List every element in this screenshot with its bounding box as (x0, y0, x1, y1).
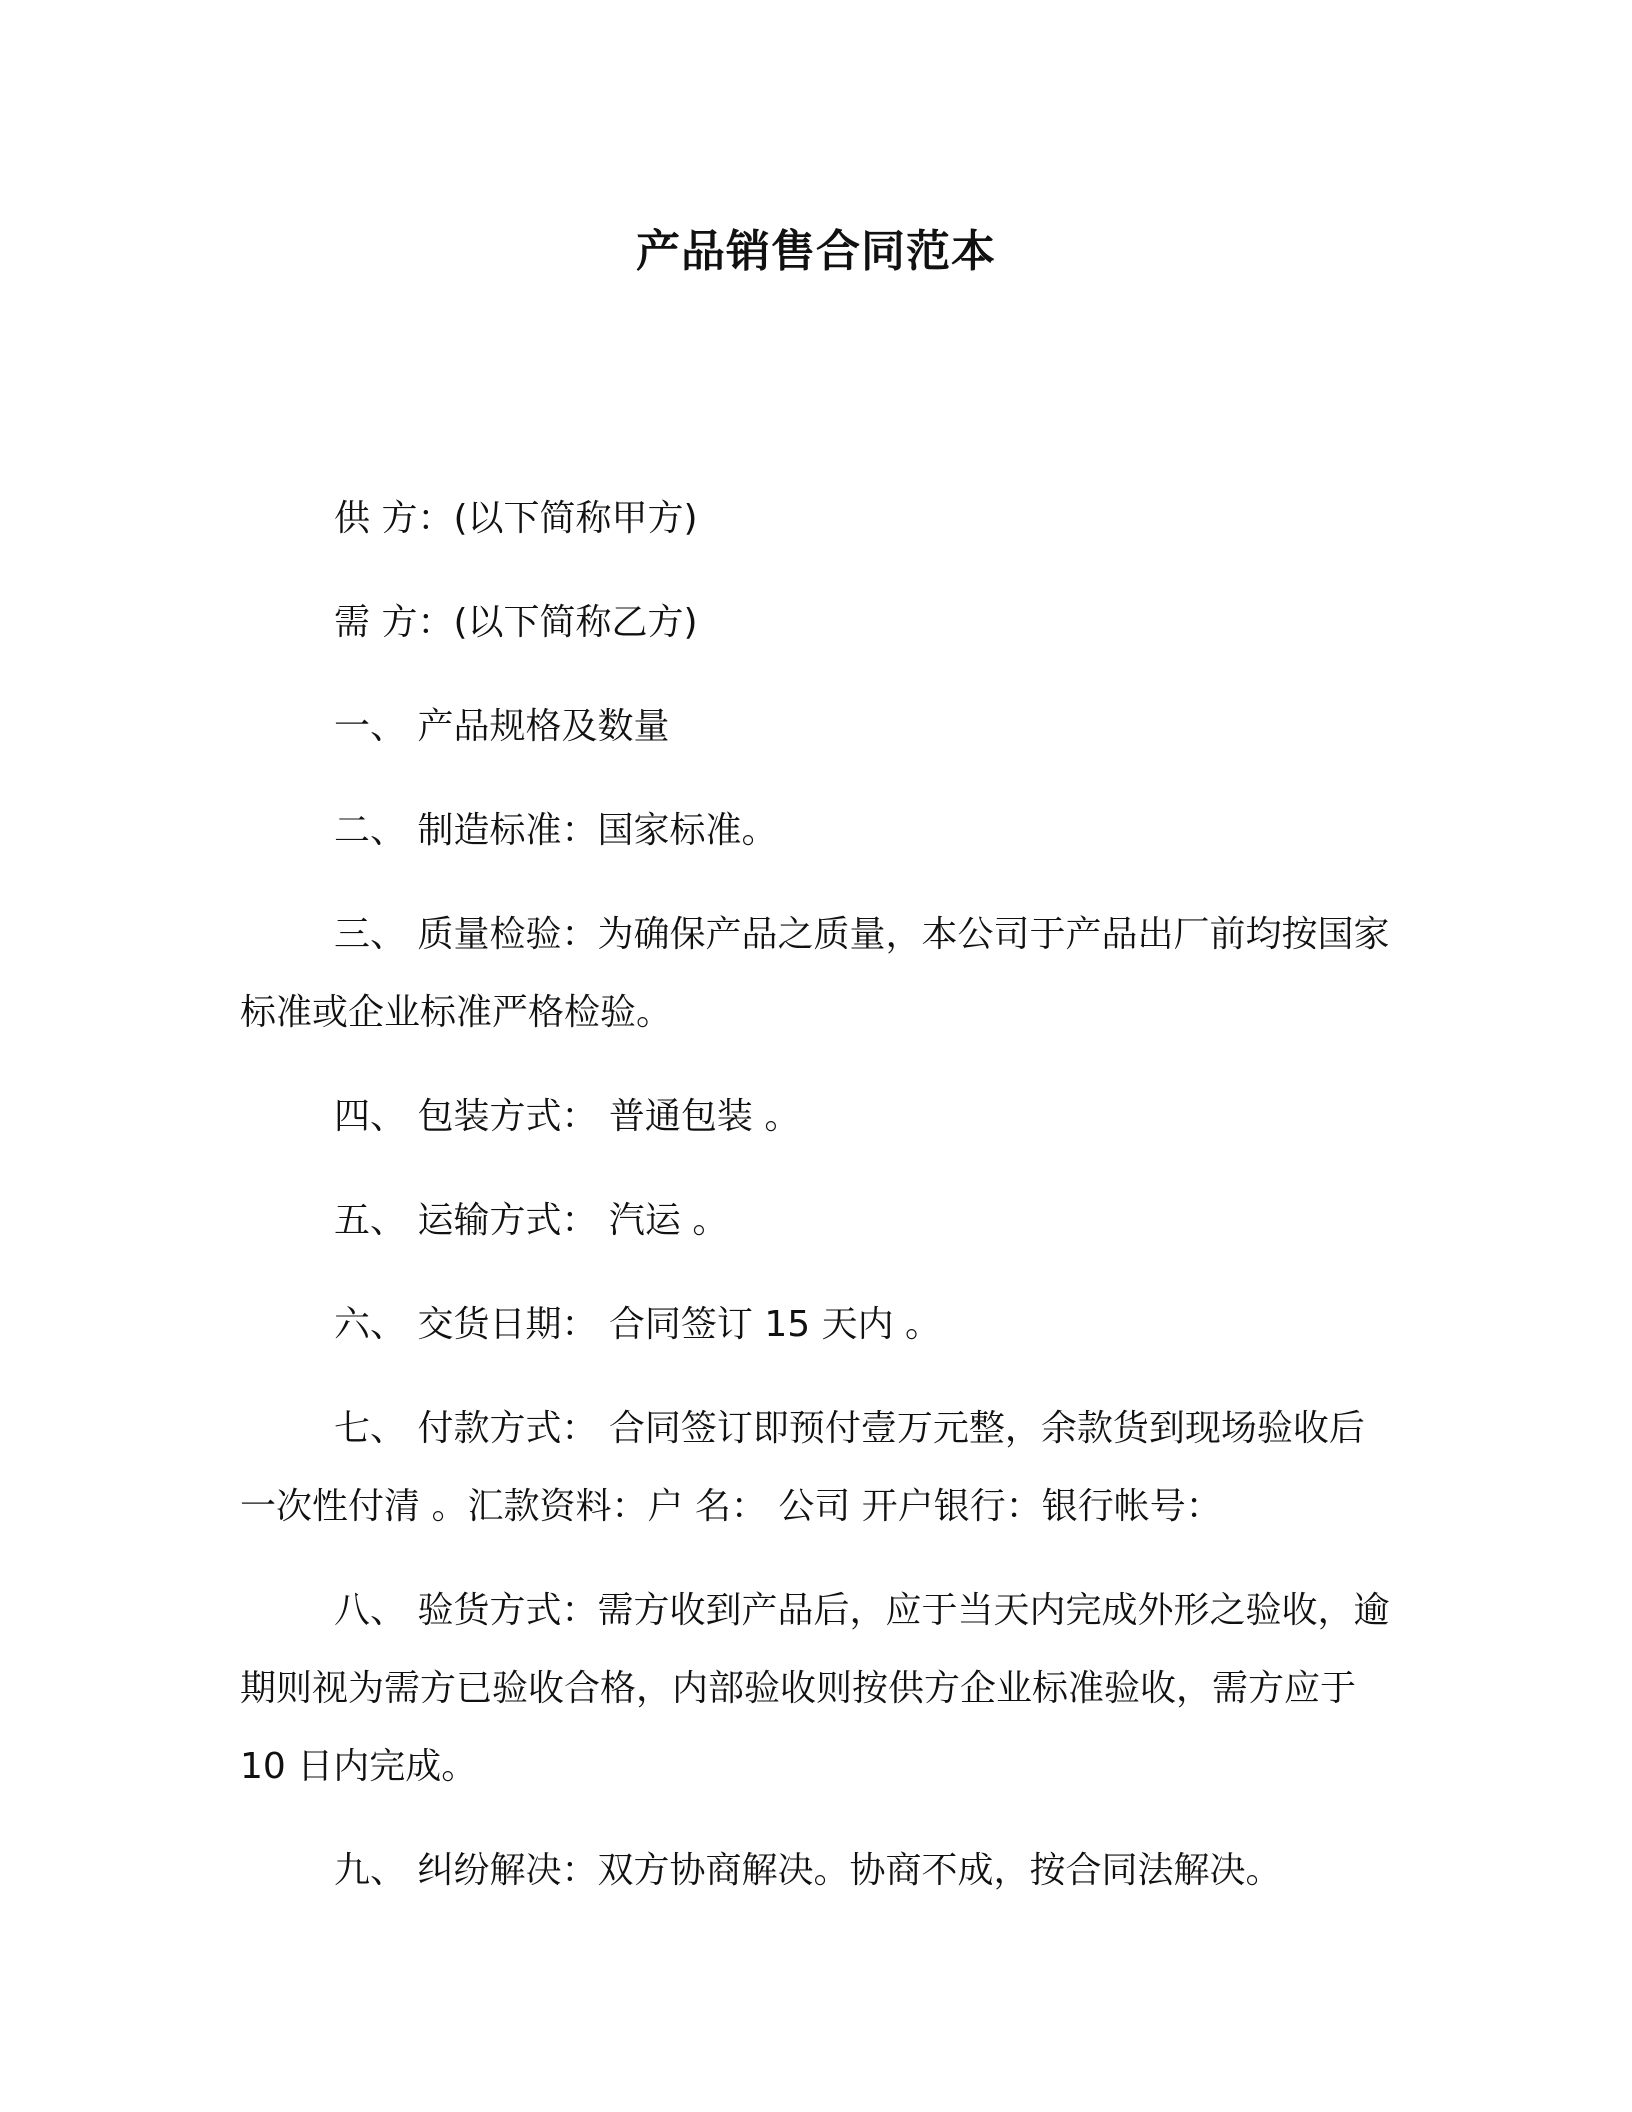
clause-8 (240, 1572, 1400, 1806)
clause-7 (240, 1390, 1400, 1546)
clause-5-text: 五、 运输方式： 汽运 。 (334, 1200, 729, 1241)
clause-2 (240, 792, 1400, 870)
clause-2-text: 二、 制造标准：国家标准。 (334, 810, 778, 851)
clause-3-text: 三、 质量检验：为确保产品之质量，本公司于产品出厂前均按国家标准或企业标准严格检验。 (240, 914, 1390, 1033)
clause-4-text: 四、 包装方式： 普通包装 。 (334, 1096, 801, 1137)
clause-1-text: 一、 产品规格及数量 (334, 706, 670, 747)
buyer-text: 需 方：(以下简称乙方) (334, 602, 698, 643)
buyer-line (240, 584, 1400, 662)
clause-9 (240, 1832, 1400, 1910)
clause-6-text: 六、 交货日期： 合同签订 15 天内 。 (334, 1304, 942, 1345)
clause-5 (240, 1182, 1400, 1260)
clause-3 (240, 896, 1400, 1052)
clause-8-text: 八、 验货方式：需方收到产品后，应于当天内完成外形之验收，逾期则视为需方已验收合格，内部验收则按供方企业标准验收，需方应于 10 日内完成。 (240, 1590, 1390, 1787)
clause-6 (240, 1286, 1400, 1364)
clause-1 (240, 688, 1400, 766)
supplier-line (240, 480, 1400, 558)
supplier-text: 供 方：(以下简称甲方) (334, 498, 698, 539)
clause-7-text: 七、 付款方式： 合同签订即预付壹万元整，余款货到现场验收后一次性付清 。汇款资料：户 名： 公司 开户银行：银行帐号： (240, 1408, 1365, 1527)
clause-4 (240, 1078, 1400, 1156)
clause-9-text: 九、 纠纷解决：双方协商解决。协商不成，按合同法解决。 (334, 1850, 1282, 1891)
document-title: 产品销售合同范本 (636, 226, 996, 277)
